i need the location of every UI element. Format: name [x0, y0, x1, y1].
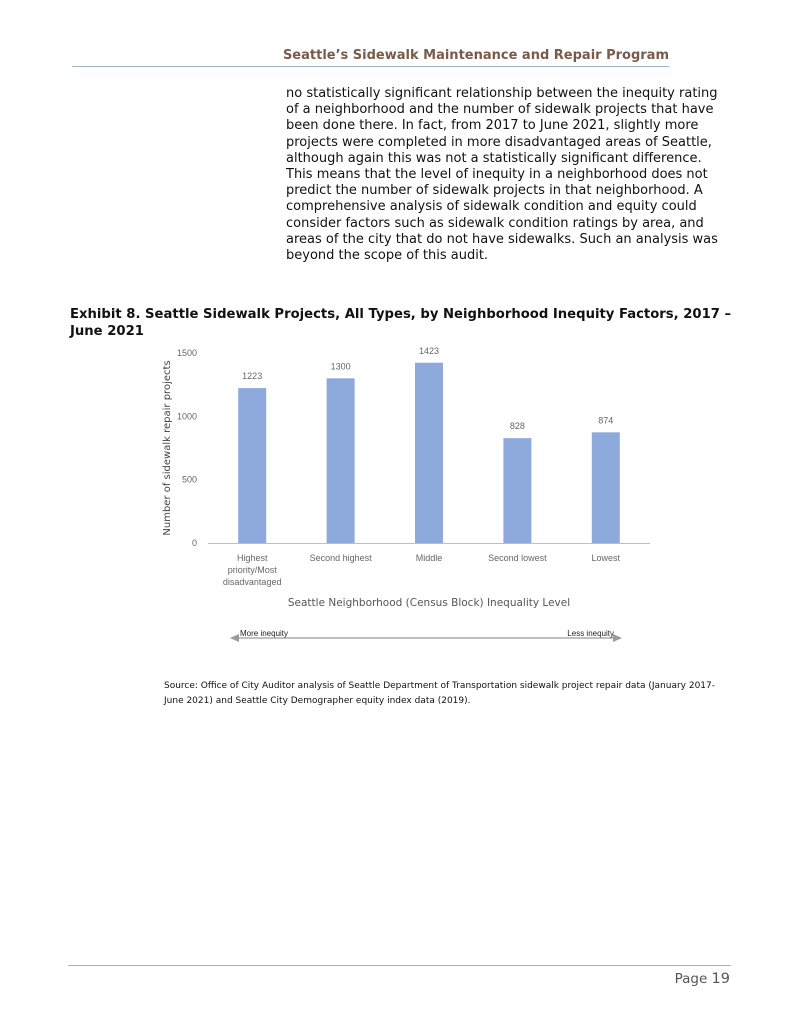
data-label: 1300	[330, 361, 351, 372]
data-label: 828	[509, 421, 525, 432]
y-axis-label: Number of sidewalk repair projects	[162, 360, 173, 536]
arrow-left-head	[230, 634, 239, 642]
y-tick-label: 1500	[176, 348, 197, 358]
x-tick-label: Second highest	[309, 553, 372, 563]
bar-2	[327, 378, 355, 543]
x-tick-label: Lowest	[591, 553, 621, 563]
arrow-right-head	[613, 634, 622, 642]
page-number	[675, 971, 730, 987]
y-tick-label: 1000	[176, 411, 197, 422]
data-label: 1223	[242, 371, 263, 382]
bar-3	[415, 363, 443, 543]
x-tick-label: Middle	[415, 553, 443, 563]
arrow-label-less-inequity: Less inequity	[567, 629, 614, 638]
bar-4	[503, 438, 531, 543]
document-header-title: Seattle’s Sidewalk Maintenance and Repair Program	[282, 48, 669, 63]
x-tick-label: Highest	[236, 553, 268, 563]
data-label: 1423	[418, 345, 440, 356]
x-tick-label: priority/Most	[227, 565, 277, 575]
bar-1	[238, 388, 266, 543]
page-label: Page	[674, 971, 708, 987]
body-paragraph: no statistically significant relationship between the inequity rating of a neighborhood and the number of sidewalk projects that have been done there. In fact, from 2017 to June 2021, slightly more projects were completed in more disadvantaged areas of Seattle, although again this was not a statistically significant difference. This means that the level of inequity in a neighborhood does not predict the number of sidewalk projects in that neighborhood. A comprehensive analysis of sidewalk condition and equity could consider factors such as sidewalk condition ratings by area, and areas of the city that do not have sidewalks. Such an analysis was beyond the scope of this audit.	[286, 86, 718, 264]
x-tick-label: disadvantaged	[222, 577, 282, 587]
bar-5	[592, 432, 620, 543]
footer-divider	[68, 965, 731, 966]
data-label: 874	[598, 415, 614, 426]
source-note: Source: Office of City Auditor analysis of Seattle Department of Transportation sidewalk project repair data (January 2017- June 2021) and Seattle City Demographer equity index data (2019).	[164, 681, 715, 706]
page-number-value: 19	[711, 971, 730, 987]
y-tick-label: 500	[181, 474, 197, 485]
y-tick-label: 0	[191, 538, 197, 548]
x-tick-label: Second lowest	[488, 553, 547, 563]
exhibit-title: Exhibit 8. Seattle Sidewalk Projects, All Types, by Neighborhood Inequity Factors, 2017 – June 2021	[70, 307, 732, 339]
x-axis-label: Seattle Neighborhood (Census Block) Inequality Level	[287, 597, 571, 609]
arrow-label-more-inequity: More inequity	[240, 629, 289, 638]
